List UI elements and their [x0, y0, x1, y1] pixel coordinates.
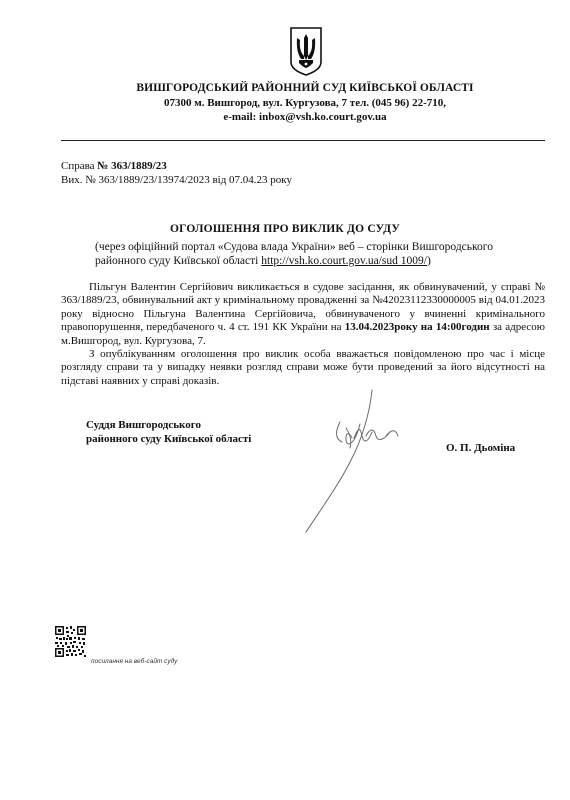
case-label: Справа [61, 160, 98, 172]
court-website-link[interactable]: http://vsh.ko.court.gov.ua/sud 1009/ [261, 255, 427, 267]
notice-title: ОГОЛОШЕННЯ ПРО ВИКЛИК ДО СУДУ [169, 223, 401, 235]
subtitle-suffix: ) [426, 255, 431, 267]
judge-title-line-2: районного суду Київської області [86, 433, 252, 445]
court-email: e-mail: inbox@vsh.ko.court.gov.ua [223, 111, 387, 123]
summons-paragraph [61, 281, 545, 348]
subtitle-text: (через офіційний портал «Судова влада України» веб – сторінки Вишгородського районного суду Київської області [95, 241, 493, 267]
notice-subtitle [95, 240, 545, 268]
judge-name: О. П. Дьоміна [446, 442, 516, 454]
case-number: № 363/1889/23 [97, 160, 167, 172]
header-divider [61, 140, 545, 141]
case-number-line [61, 160, 167, 172]
judge-title [86, 418, 251, 446]
coat-of-arms-icon [289, 26, 323, 76]
hearing-datetime: 13.04.2023року на 14:00годин [344, 321, 490, 334]
qr-caption: посилання на веб-сайт суду [91, 658, 178, 665]
qr-code[interactable] [54, 625, 87, 658]
notice-body [61, 281, 545, 388]
court-name: ВИШГОРОДСЬКИЙ РАЙОННИЙ СУД КИЇВСЬКОЇ ОБЛАСТІ [136, 82, 474, 94]
outgoing-number: Вих. № 363/1889/23/13974/2023 від 07.04.23 року [61, 174, 292, 186]
handwritten-signature [300, 382, 450, 542]
court-address: 07300 м. Вишгород, вул. Кургузова, 7 тел. (045 96) 22-710, [163, 97, 447, 109]
hearing-address: за адресою м.Вишгород, вул. Кургузова, 7. [61, 321, 546, 347]
summons-text: Пільгун Валентин Сергійович викликається в судове засідання, як обвинувачений, у справі № 363/1889/23, обвинувальний акт у кримінальному провадженні за №42023112330000005 від 04.01.2023 року відносно Пільгуна Валентина Сергійовича, обвинуваченого у вчиненні кримінального правопорушення, передбаченого ч. 4 ст. 191 КК України на [61, 281, 545, 334]
consequence-paragraph: З опублікуванням оголошення про виклик особа вважається повідомленою про час і місце розгляду справи та у випадку неявки розгляд справи може бути проведений за його відсутності на підставі наявних у справі доказів. [61, 348, 545, 387]
judge-title-line-1: Суддя Вишгородського [86, 419, 201, 431]
